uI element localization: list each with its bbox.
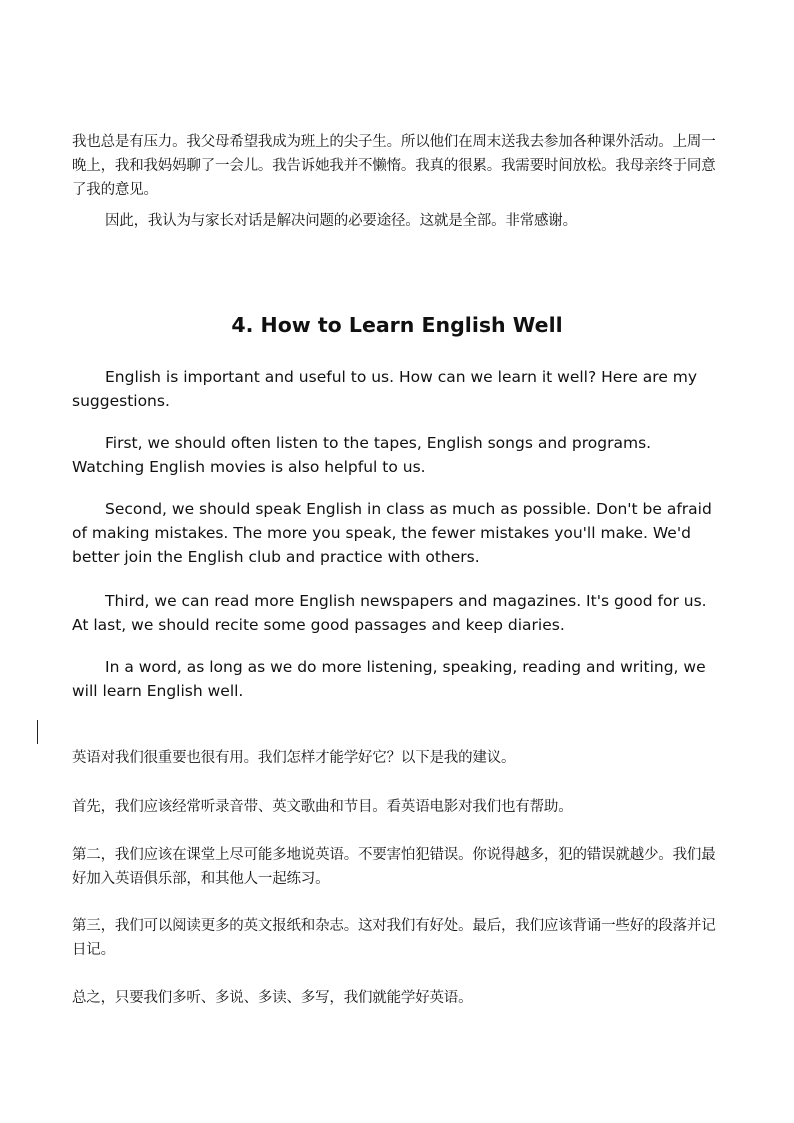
top-chinese-paragraph-2: 因此，我认为与家长对话是解决问题的必要途径。这就是全部。非常感谢。 [105, 213, 577, 229]
translation-paragraph-3: 第二，我们应该在课堂上尽可能多地说英语。不要害怕犯错误。你说得越多，犯的错误就越少。我们最好加入英语俱乐部，和其他人一起练习。 [72, 847, 716, 887]
translation-paragraph-1: 英语对我们很重要也很有用。我们怎样才能学好它？以下是我的建议。 [72, 750, 516, 766]
translation-paragraph-4: 第三，我们可以阅读更多的英文报纸和杂志。这对我们有好处。最后，我们应该背诵一些好的段落并记日记。 [72, 918, 716, 958]
translation-paragraph-5: 总之，只要我们多听、多说、多读、多写，我们就能学好英语。 [72, 990, 473, 1006]
text-cursor [37, 720, 38, 744]
essay-paragraph-3: Second, we should speak English in class as much as possible. Don't be afraid of making mistakes. The more you speak, the fewer mistakes you'll make. We'd better join the English club and practice with others. [72, 500, 712, 566]
top-chinese-paragraph-1: 我也总是有压力。我父母希望我成为班上的尖子生。所以他们在周末送我去参加各种课外活动。上周一晚上，我和我妈妈聊了一会儿。我告诉她我并不懒惰。我真的很累。我需要时间放松。我母亲终于同意了我的意见。 [72, 134, 716, 198]
translation-paragraph-2: 首先，我们应该经常听录音带、英文歌曲和节目。看英语电影对我们也有帮助。 [72, 799, 573, 815]
essay-title: 4. How to Learn English Well [231, 313, 563, 337]
essay-paragraph-5: In a word, as long as we do more listening, speaking, reading and writing, we will learn English well. [72, 658, 706, 700]
essay-paragraph-2: First, we should often listen to the tapes, English songs and programs. Watching English movies is also helpful to us. [72, 434, 652, 476]
essay-paragraph-1: English is important and useful to us. How can we learn it well? Here are my suggestions. [72, 368, 698, 410]
essay-paragraph-4: Third, we can read more English newspapers and magazines. It's good for us. At last, we should recite some good passages and keep diaries. [72, 592, 707, 634]
